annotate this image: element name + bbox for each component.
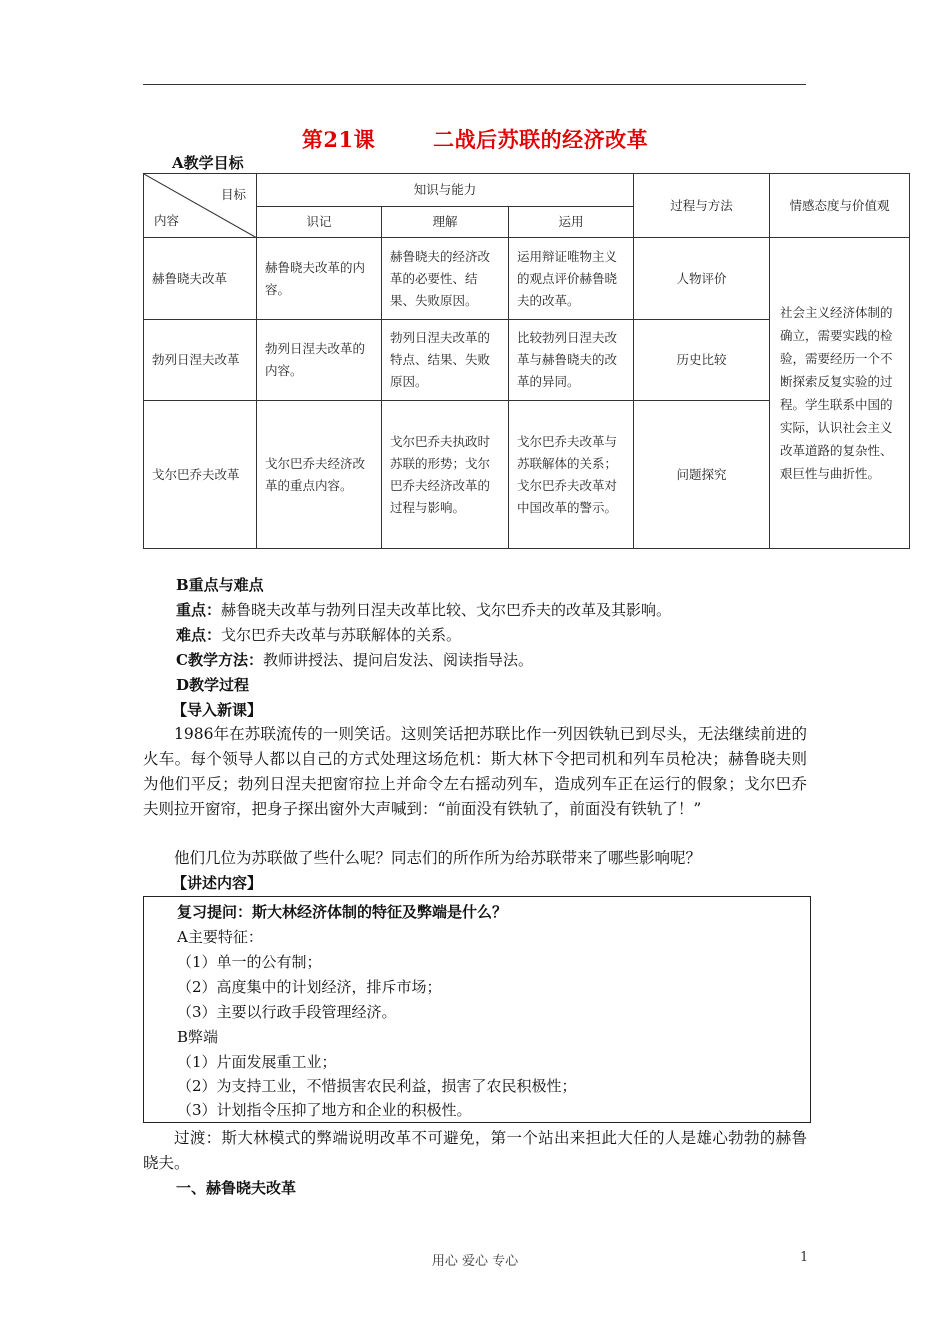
diag-goal-label: 目标 [220,187,246,202]
lesson-topic: 二战后苏联的经济改革 [433,127,649,152]
box-line: （3）计划指令压抑了地方和企业的积极性。 [177,1101,472,1119]
apply-header: 运用 [509,207,634,238]
row-process: 问题探究 [634,401,770,549]
understand-header: 理解 [382,207,509,238]
box-line: B弊端 [177,1028,219,1046]
diag-content-label: 内容 [154,213,180,228]
row-apply: 运用辩证唯物主义的观点评价赫鲁晓夫的改革。 [509,238,634,320]
difficult-point-line [176,623,461,648]
intro-heading: 【导入新课】 [172,701,263,719]
row-content: 赫鲁晓夫改革 [144,238,257,320]
section-d-heading: D教学过程 [176,676,250,694]
difficult-point-label: 难点： [176,626,222,644]
method-text: 教师讲授法、提问启发法、阅读指导法。 [262,651,533,669]
section-b-heading: B重点与难点 [176,576,264,594]
page-title [0,124,950,154]
key-point-line [176,598,671,623]
row-remember: 勃列日涅夫改革的内容。 [257,320,382,401]
box-line: （1）单一的公有制； [177,953,322,971]
row-understand: 戈尔巴乔夫执政时苏联的形势；戈尔巴乔夫经济改革的过程与影响。 [382,401,509,549]
row-remember: 戈尔巴乔夫经济改革的重点内容。 [257,401,382,549]
lecture-heading: 【讲述内容】 [172,874,263,892]
lesson-number: 第21课 [301,127,376,152]
row-process: 历史比较 [634,320,770,401]
box-line: （2）高度集中的计划经济，排斥市场； [177,978,442,996]
emotion-cell: 社会主义经济体制的确立，需要实践的检验，需要经历一个不断探索反复实验的过程。学生联系中国的实际，认识社会主义改革道路的复杂性、艰巨性与曲折性。 [770,238,910,549]
box-line: （1）片面发展重工业； [177,1053,337,1071]
key-point-label: 重点： [176,601,222,619]
row-apply: 戈尔巴乔夫改革与苏联解体的关系；戈尔巴乔夫改革对中国改革的警示。 [509,401,634,549]
method-label: C教学方法： [176,651,263,669]
row-content: 勃列日涅夫改革 [144,320,257,401]
key-point-text: 赫鲁晓夫改革与勃列日涅夫改革比较、戈尔巴乔夫的改革及其影响。 [221,601,672,619]
section-one-heading: 一、赫鲁晓夫改革 [176,1179,297,1197]
box-line: （3）主要以行政手段管理经济。 [177,1003,397,1021]
difficult-point-text: 戈尔巴乔夫改革与苏联解体的关系。 [221,626,462,644]
process-header: 过程与方法 [634,174,770,238]
page-number: 1 [800,1250,809,1265]
row-understand: 勃列日涅夫改革的特点、结果、失败原因。 [382,320,509,401]
review-question: 复习提问：斯大林经济体制的特征及弊端是什么？ [177,903,508,921]
question-paragraph: 他们几位为苏联做了些什么呢？同志们的所作所为给苏联带来了哪些影响呢？ [174,849,702,867]
row-process: 人物评价 [634,238,770,320]
page-footer: 用心 爱心 专心 [431,1254,519,1269]
section-a-heading: A教学目标 [172,154,244,172]
knowledge-header: 知识与能力 [257,174,634,207]
header-rule [143,84,806,85]
remember-header: 识记 [257,207,382,238]
row-apply: 比较勃列日涅夫改革与赫鲁晓夫的改革的异同。 [509,320,634,401]
intro-paragraph: 1986年在苏联流传的一则笑话。这则笑话把苏联比作一列因铁轨已到尽头，无法继续前进的火车。每个领导人都以自己的方式处理这场危机：斯大林下令把司机和列车员枪决；赫鲁晓夫则为他们平反；勃列日涅夫把窗帘拉上并命令左右摇动列车，造成列车正在运行的假象；戈尔巴乔夫则拉开窗帘，把身子探出窗外大声喊到：“前面没有铁轨了，前面没有铁轨了！” [143,725,807,818]
row-understand: 赫鲁晓夫的经济改革的必要性、结果、失败原因。 [382,238,509,320]
transition-paragraph: 过渡：斯大林模式的弊端说明改革不可避免，第一个站出来担此大任的人是雄心勃勃的赫鲁晓夫。 [143,1129,807,1172]
emotion-header: 情感态度与价值观 [770,174,910,238]
method-line [176,648,533,673]
table-row [144,238,910,320]
box-line: A主要特征： [177,928,263,946]
diagonal-header-cell [144,174,257,238]
box-line: （2）为支持工业，不惜损害农民利益，损害了农民积极性； [177,1077,577,1095]
row-remember: 赫鲁晓夫改革的内容。 [257,238,382,320]
review-question-box [143,896,811,1123]
row-content: 戈尔巴乔夫改革 [144,401,257,549]
teaching-goals-table [143,173,910,549]
